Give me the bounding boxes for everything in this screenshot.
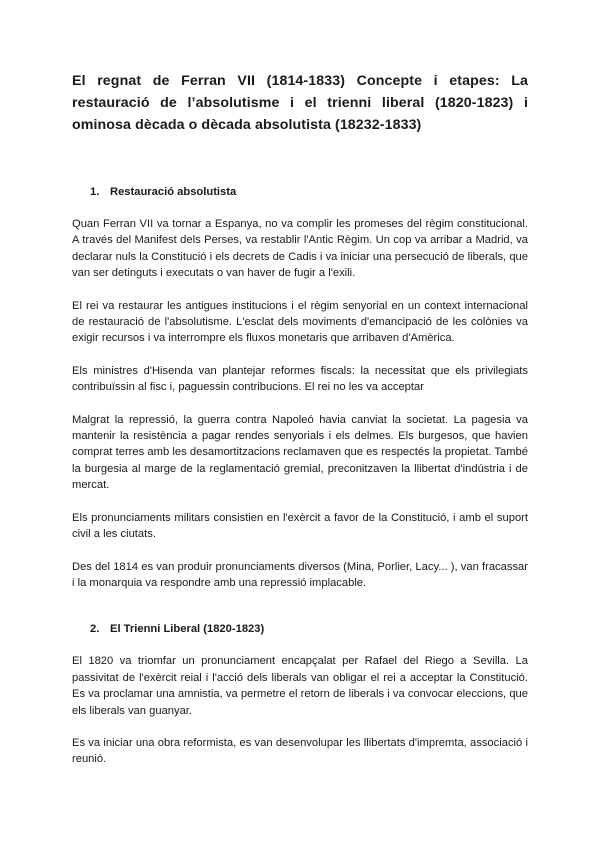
section-title: Restauració absolutista <box>110 186 237 198</box>
section-heading-restauracio <box>72 184 528 200</box>
paragraph: Des del 1814 es van produir pronunciaments diversos (Mina, Porlier, Lacy... ), van fracassar i la monarquia va respondre amb una repressió implacable. <box>72 560 528 589</box>
paragraph: Es va iniciar una obra reformista, es van desenvolupar les llibertats d'impremta, associació i reunió. <box>72 736 528 766</box>
paragraph: Els ministres d'Hisenda van plantejar reformes fiscals: la necessitat que els privilegiats contribuïssin al fisc i, paguessin contribucions. El rei no les va acceptar <box>72 364 528 394</box>
paragraph: Malgrat la repressió, la guerra contra Napoleó havia canviat la societat. La pagesia va mantenir la resistència a pagar rendes senyorials i els delmes. Els burgesos, que havien comprat terres amb les desamortitzacions reclamaven que es respectés la propietat. També la burgesia al marge de la reglamentació gremial, preconitzaven la llibertat d'indústria i de mercat. <box>72 413 528 492</box>
paragraph: El 1820 va triomfar un pronunciament encapçalat per Rafael del Riego a Sevilla. La passivitat de l'exèrcit reial i l'acció dels liberals van obligar el rei a acceptar la Constitució. Es va proclamar una amnistia, va permetre el retorn de liberals i va convocar eleccions, que els liberals van guanyar. <box>72 655 528 717</box>
section-number: 1. <box>90 186 100 198</box>
section-number: 2. <box>90 623 100 636</box>
paragraph: El rei va restaurar les antigues institucions i el règim senyorial en un context internacional de restauració de l'absolutisme. L'esclat dels moviments d'emancipació de les colònies va exigir recursos i va interrompre els fluxos monetaris que arribaven d'Amèrica. <box>72 299 528 345</box>
section-title: El Trienni Liberal (1820-1823) <box>110 623 265 636</box>
paragraph: Quan Ferran VII va tornar a Espanya, no va complir les promeses del règim constitucional. A través del Manifest dels Perses, va restablir l'Antic Règim. Un cop va arribar a Madrid, va declarar nuls la Constitució i els decrets de Cadis i va iniciar una persecució de liberals, que van ser detinguts i executats o van haver de fugir a l'exili. <box>72 218 528 280</box>
section-heading-trienni <box>72 621 528 637</box>
document-title: El regnat de Ferran VII (1814-1833) Concepte i etapes: La restauració de l’absolutisme i el trienni liberal (1820-1823) i ominosa dècada o dècada absolutista (18232-1833) <box>72 73 528 133</box>
paragraph: Els pronunciaments militars consistien en l'exèrcit a favor de la Constitució, i amb el suport civil a les ciutats. <box>72 511 528 541</box>
